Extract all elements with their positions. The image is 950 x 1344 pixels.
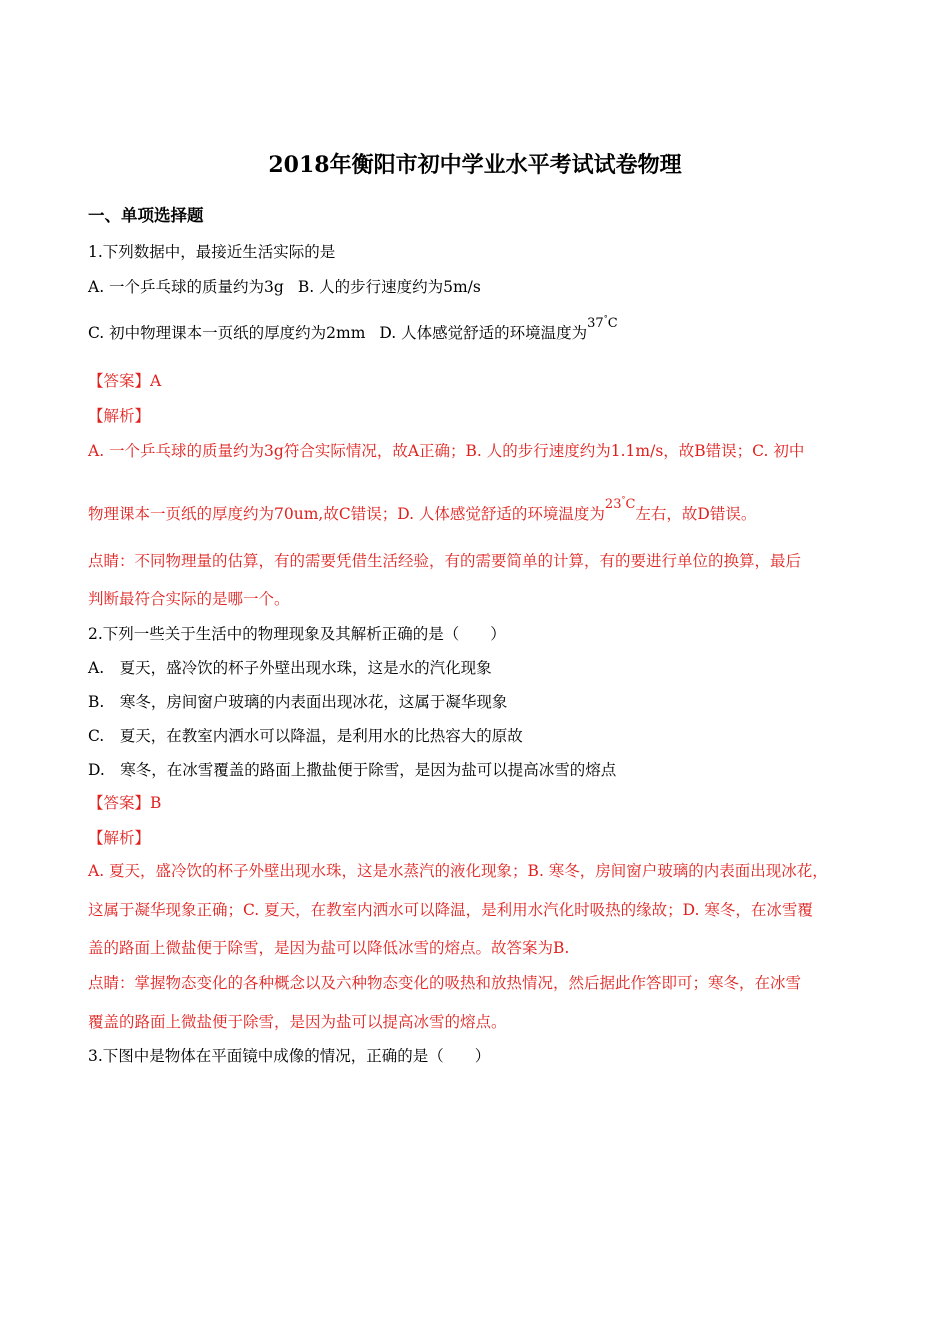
q2-answer: 【答案】B [88,794,162,812]
q2-comment-line-1: 点睛：掌握物态变化的各种概念以及六种物态变化的吸热和放热情况，然后据此作答即可；寒冬，在冰雪 [88,974,802,992]
q2-analysis-line-3: 盖的路面上微盐便于除雪，是因为盐可以降低冰雪的熔点。故答案为B. [88,939,570,957]
q1-option-b: B. 人的步行速度约为5m/s [297,278,481,296]
temperature-value: 37 [587,316,604,331]
q1-stem: 1.下列数据中，最接近生活实际的是 [88,243,336,261]
section-heading: 一、单项选择题 [88,206,204,225]
q3-stem: 3.下图中是物体在平面镜中成像的情况，正确的是（ ） [88,1047,491,1065]
q1-option-d-temperature [587,316,618,331]
q1-option-c: C. 初中物理课本一页纸的厚度约为2mm [88,324,366,342]
q2-comment-line-2: 覆盖的路面上微盐便于除雪，是因为盐可以提高冰雪的熔点。 [88,1013,507,1031]
q2-stem: 2.下列一些关于生活中的物理现象及其解析正确的是（ ） [88,625,506,643]
q1-comment-line-2: 判断最符合实际的是哪一个。 [88,590,290,608]
q2-option-b: B. 寒冬，房间窗户玻璃的内表面出现冰花，这属于凝华现象 [88,693,508,711]
q1-analysis-line-1: A. 一个乒乓球的质量约为3g符合实际情况，故A正确；B. 人的步行速度约为1.1m/s，故B错误；C. 初中 [88,442,805,460]
page-title: 2018年衡阳市初中学业水平考试试卷物理 [268,152,682,178]
q1-comment-line-1: 点睛：不同物理量的估算，有的需要凭借生活经验，有的需要简单的计算，有的要进行单位的换算，最后 [88,552,802,570]
q2-analysis-label: 【解析】 [88,829,151,847]
q1-option-a: A. 一个乒乓球的质量约为3g [88,278,284,296]
q1-analysis-line-2a: 物理课本一页纸的厚度约为70um,故C错误；D. 人体感觉舒适的环境温度为 [88,505,605,523]
degree-symbol: ° [603,314,608,323]
q1-options-cd [88,314,618,347]
q1-analysis-temperature [605,497,636,512]
q1-analysis-label: 【解析】 [88,407,151,425]
q1-option-d: D. 人体感觉舒适的环境温度为 [379,324,588,342]
q2-analysis-line-2: 这属于凝华现象正确；C. 夏天，在教室内洒水可以降温，是利用水汽化时吸热的缘故；D. 寒冬，在冰雪覆 [88,901,813,919]
q2-option-d: D. 寒冬，在冰雪覆盖的路面上撒盐便于除雪，是因为盐可以提高冰雪的熔点 [88,761,617,779]
q2-analysis-line-1: A. 夏天，盛冷饮的杯子外壁出现水珠，这是水蒸汽的液化现象；B. 寒冬，房间窗户玻璃的内表面出现冰花， [88,862,828,880]
q1-options-ab [88,276,481,298]
temperature-unit: C [625,497,636,512]
q1-analysis-line-2b: 左右，故D错误。 [635,505,757,523]
temperature-value: 23 [604,497,622,512]
q1-answer: 【答案】A [88,372,162,390]
q1-analysis-line-2 [88,495,757,528]
q2-option-c: C. 夏天，在教室内洒水可以降温，是利用水的比热容大的原故 [88,727,523,745]
temperature-unit: C [607,316,618,331]
degree-symbol: ° [621,495,626,504]
q2-option-a: A. 夏天，盛冷饮的杯子外壁出现水珠，这是水的汽化现象 [88,659,492,677]
